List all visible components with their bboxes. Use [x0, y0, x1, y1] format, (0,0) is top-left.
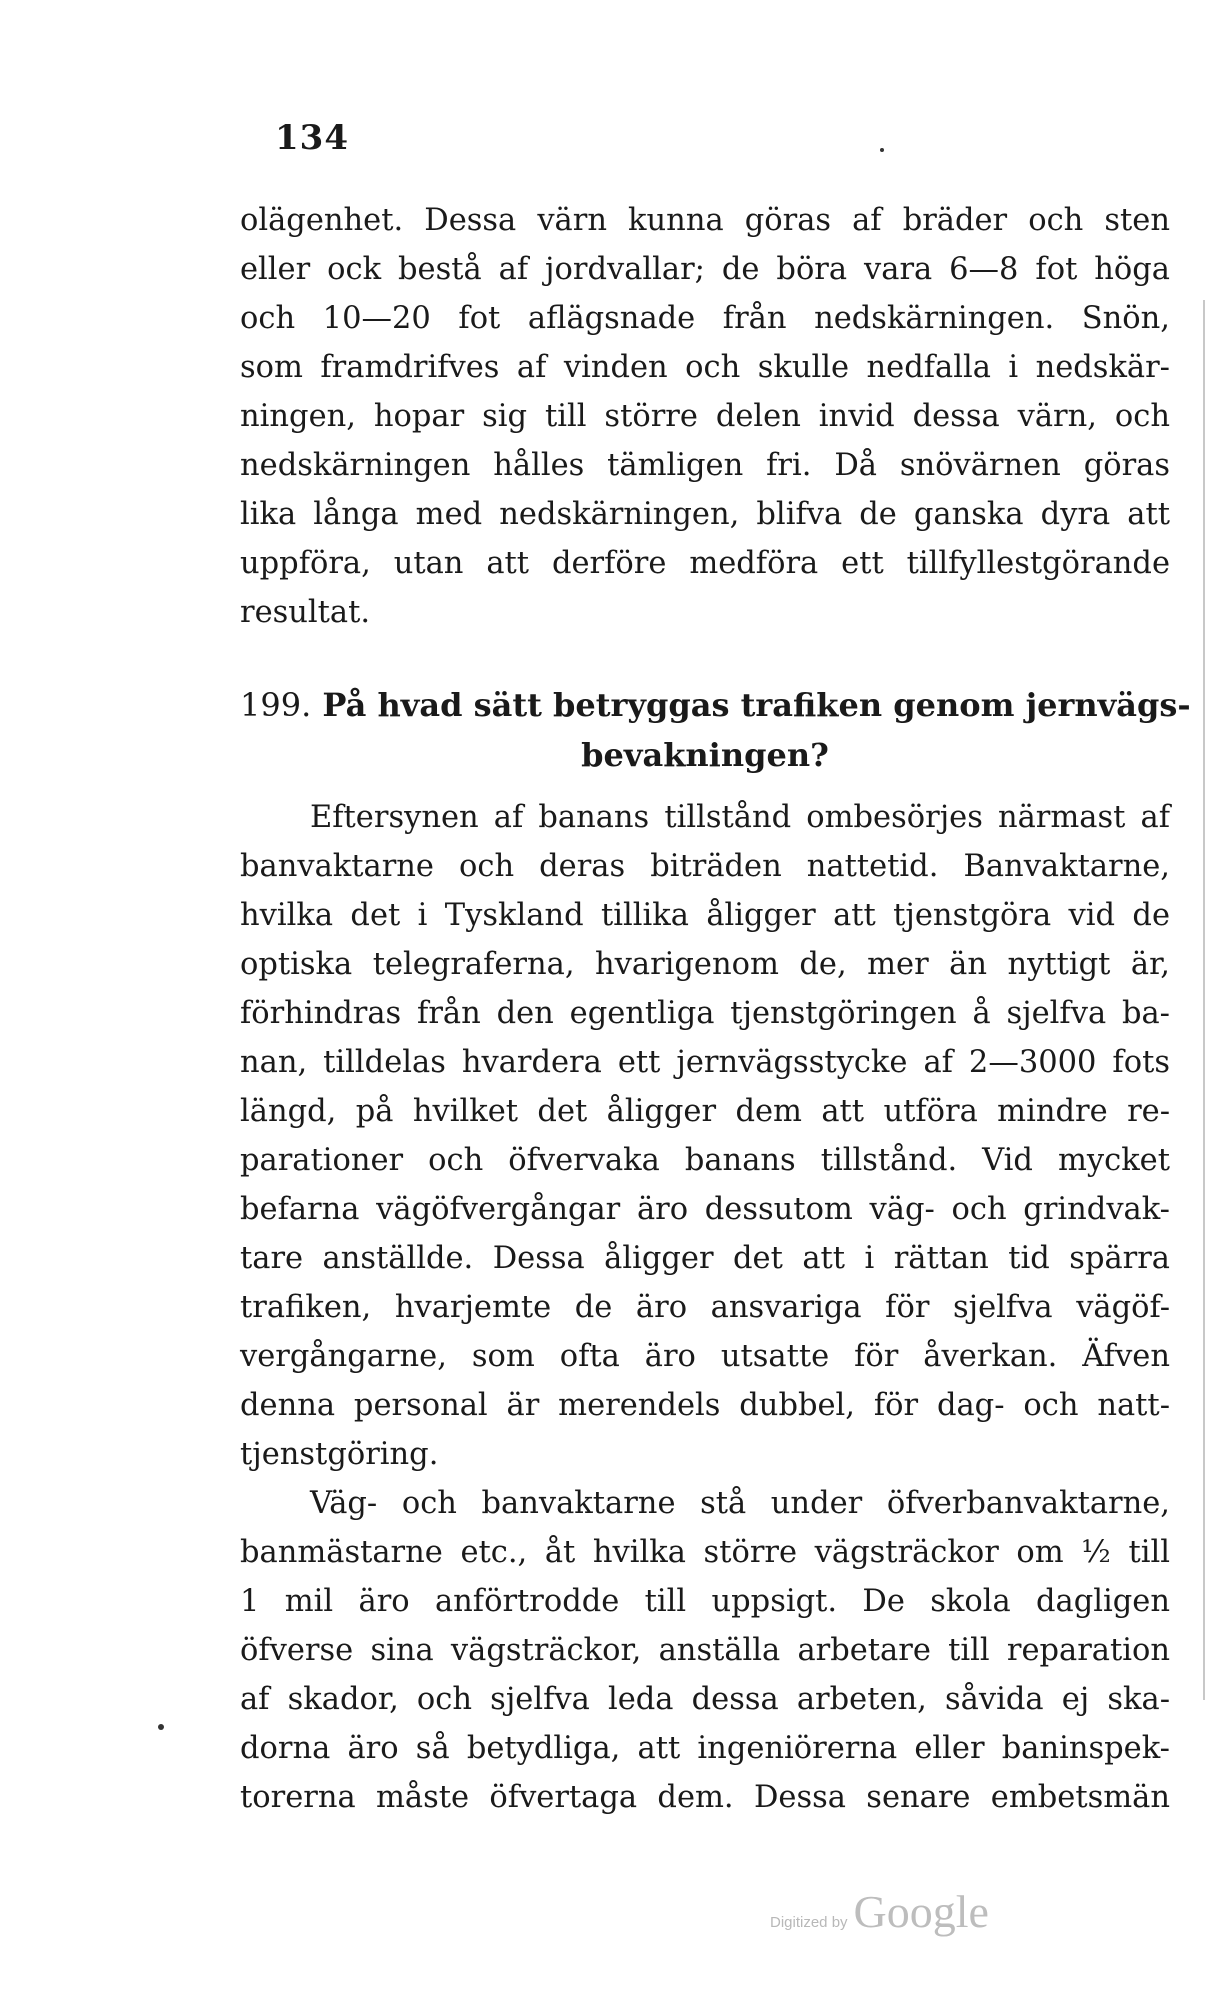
digitized-watermark: [770, 1885, 989, 1938]
text-line: förhindras från den egentliga tjenstgöringen å sjelfva ba-: [240, 996, 1170, 1031]
text-line: banvaktarne och deras biträden nattetid. Banvaktarne,: [240, 849, 1170, 884]
section-heading: [240, 680, 1191, 780]
text-line: Väg- och banvaktarne stå under öfverbanvaktarne,: [310, 1486, 1170, 1521]
page-number: 134: [275, 118, 349, 158]
text-line: Eftersynen af banans tillstånd ombesörjes närmast af: [310, 800, 1170, 835]
text-line: hvilka det i Tyskland tillika åligger att tjenstgöra vid de: [240, 898, 1170, 933]
section-title: På hvad sätt betryggas trafiken genom jernvägs-: [322, 686, 1191, 724]
text-line: som framdrifves af vinden och skulle nedfalla i nedskär-: [240, 350, 1170, 385]
google-logo: Google: [853, 1886, 989, 1937]
page-edge-shadow: [1203, 300, 1205, 1700]
paragraph-top: [240, 196, 1170, 637]
text-line: nan, tilldelas hvardera ett jernvägsstycke af 2—3000 fots: [240, 1045, 1170, 1080]
text-line: och 10—20 fot aflägsnade från nedskärningen. Snön,: [240, 301, 1170, 336]
text-line: trafiken, hvarjemte de äro ansvariga för sjelfva vägöf-: [240, 1290, 1170, 1325]
text-line: öfverse sina vägsträckor, anställa arbetare till reparation: [240, 1633, 1170, 1668]
section-title-continued: bevakningen?: [581, 736, 829, 774]
text-line: eller ock bestå af jordvallar; de böra vara 6—8 fot höga: [240, 252, 1170, 287]
ink-speck: [158, 1724, 164, 1730]
paragraph-main: [240, 793, 1170, 1822]
text-line: uppföra, utan att derföre medföra ett tillfyllestgörande: [240, 546, 1170, 581]
watermark-prefix: Digitized by: [770, 1914, 848, 1931]
text-line: denna personal är merendels dubbel, för dag- och natt-: [240, 1388, 1170, 1423]
text-line: längd, på hvilket det åligger dem att utföra mindre re-: [240, 1094, 1170, 1129]
text-line: resultat.: [240, 595, 371, 630]
text-line: banmästarne etc., åt hvilka större vägsträckor om ½ till: [240, 1535, 1170, 1570]
text-line: af skador, och sjelfva leda dessa arbeten, såvida ej ska-: [240, 1682, 1170, 1717]
text-line: ningen, hopar sig till större delen invid dessa värn, och: [240, 399, 1170, 434]
section-heading-line: [240, 680, 1191, 730]
ink-speck: [880, 148, 884, 152]
text-line: befarna vägöfvergångar äro dessutom väg- och grindvak-: [240, 1192, 1170, 1227]
section-number: 199.: [240, 686, 312, 724]
text-line: nedskärningen hålles tämligen fri. Då snövärnen göras: [240, 448, 1170, 483]
text-line: torerna måste öfvertaga dem. Dessa senare embetsmän: [240, 1780, 1170, 1815]
text-line: lika långa med nedskärningen, blifva de ganska dyra att: [240, 497, 1170, 532]
text-line: dorna äro så betydliga, att ingeniörerna eller baninspek-: [240, 1731, 1170, 1766]
text-line: parationer och öfvervaka banans tillstånd. Vid mycket: [240, 1143, 1170, 1178]
text-line: optiska telegraferna, hvarigenom de, mer än nyttigt är,: [240, 947, 1170, 982]
text-line: tjenstgöring.: [240, 1437, 439, 1472]
text-line: vergångarne, som ofta äro utsatte för åverkan. Äfven: [240, 1339, 1170, 1374]
text-line: olägenhet. Dessa värn kunna göras af bräder och sten: [240, 203, 1170, 238]
text-line: tare anställde. Dessa åligger det att i rättan tid spärra: [240, 1241, 1170, 1276]
text-line: 1 mil äro anförtrodde till uppsigt. De skola dagligen: [240, 1584, 1170, 1619]
